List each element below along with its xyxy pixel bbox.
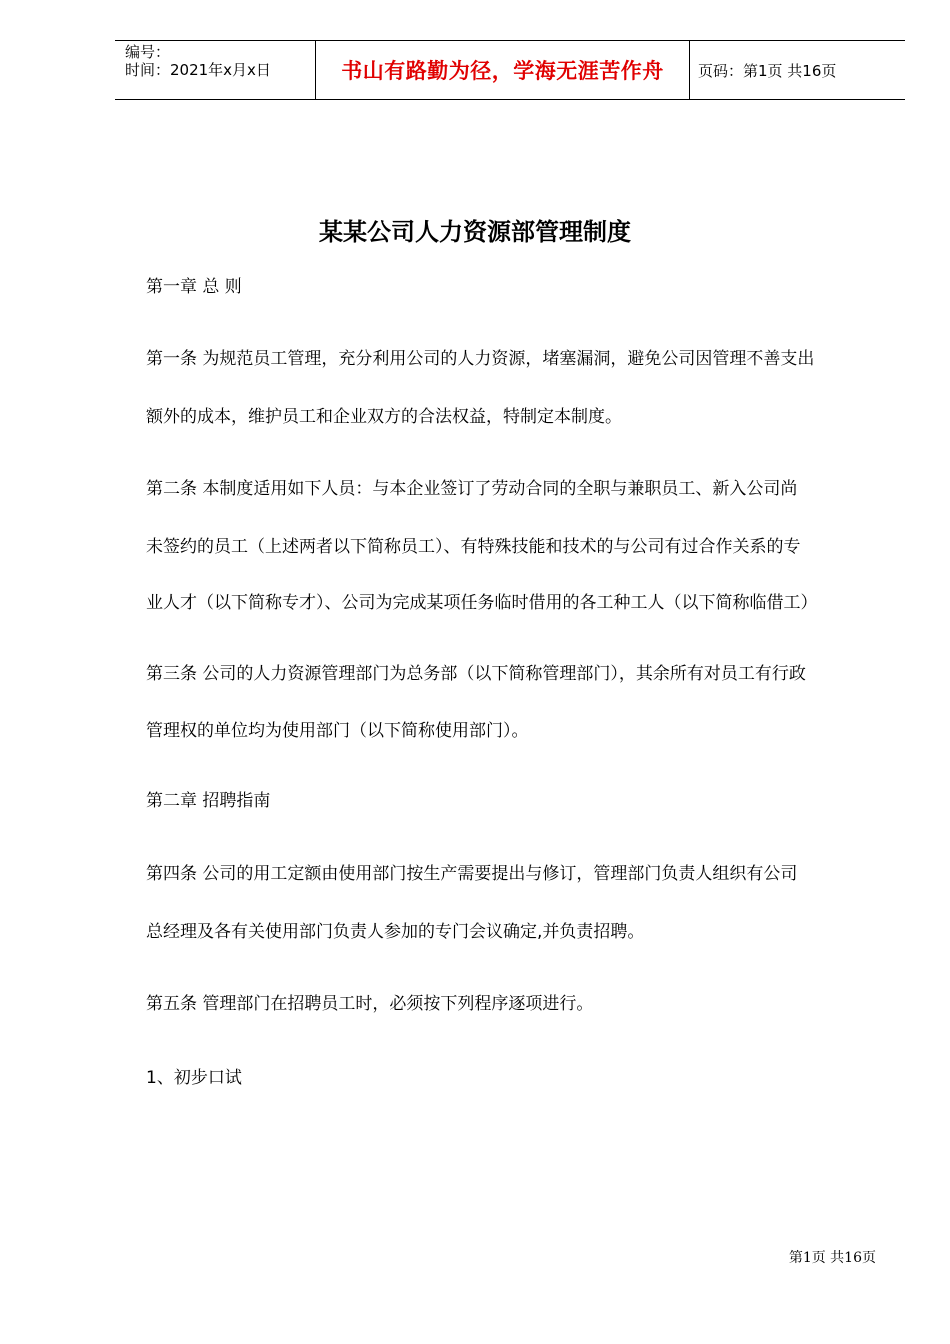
paragraph-line: 第二条 本制度适用如下人员：与本企业签订了劳动合同的全职与兼职员工、新入公司尚 <box>146 479 798 499</box>
paragraph-line: 管理权的单位均为使用部门（以下简称使用部门）。 <box>146 721 529 741</box>
time-label: 时间：2021年x月x日 <box>125 61 271 79</box>
paragraph-line: 未签约的员工（上述两者以下简称员工）、有特殊技能和技术的与公司有过合作关系的专 <box>146 537 801 557</box>
chapter-heading: 第一章 总 则 <box>146 277 242 297</box>
paragraph-line: 业人才（以下简称专才）、公司为完成某项任务临时借用的各工种工人（以下简称临借工） <box>146 593 818 613</box>
number-label: 编号： <box>125 43 171 61</box>
header-meta <box>115 41 316 99</box>
paragraph-line: 第四条 公司的用工定额由使用部门按生产需要提出与修订，管理部门负责人组织有公司 <box>146 864 798 884</box>
paragraph-line: 第三条 公司的人力资源管理部门为总务部（以下简称管理部门），其余所有对员工有行政 <box>146 664 806 684</box>
chapter-heading: 第二章 招聘指南 <box>146 791 271 811</box>
paragraph-line: 第一条 为规范员工管理，充分利用公司的人力资源，堵塞漏洞，避免公司因管理不善支出 <box>146 349 815 369</box>
paragraph-line: 总经理及各有关使用部门负责人参加的专门会议确定,并负责招聘。 <box>146 922 645 942</box>
page-footer: 第1页 共16页 <box>788 1250 876 1266</box>
list-item: 1、初步口试 <box>146 1068 242 1088</box>
document-title: 某某公司人力资源部管理制度 <box>319 217 631 246</box>
header-page-number: 页码：第1页 共16页 <box>698 61 837 80</box>
paragraph-line: 第五条 管理部门在招聘员工时，必须按下列程序逐项进行。 <box>146 994 594 1014</box>
page-header <box>115 40 905 100</box>
paragraph-line: 额外的成本，维护员工和企业双方的合法权益，特制定本制度。 <box>146 407 622 427</box>
header-motto: 书山有路勤为径，学海无涯苦作舟 <box>316 41 690 99</box>
